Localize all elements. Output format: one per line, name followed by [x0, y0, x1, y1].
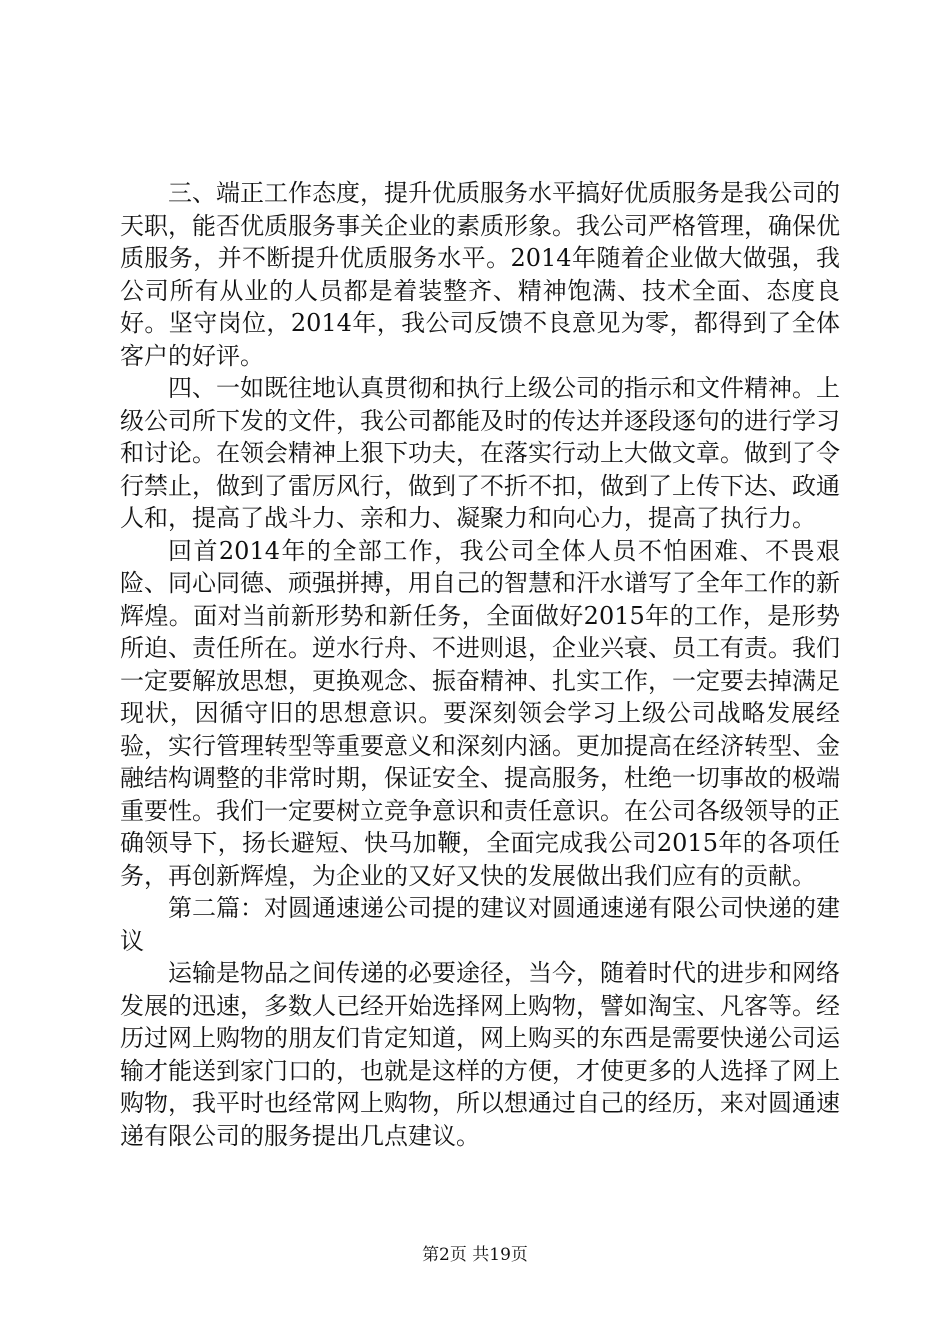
paragraph-section-three: 三、端正工作态度，提升优质服务水平搞好优质服务是我公司的天职，能否优质服务事关企业的素质形象。我公司严格管理，确保优质服务，并不断提升优质服务水平。2014年随着企业做大做强，我公司所有从业的人员都是着装整齐、精神饱满、技术全面、态度良好。坚守岗位，2014年，我公司反馈不良意见为零，都得到了全体客户的好评。 [120, 179, 840, 370]
paragraph-chapter-two-intro: 运输是物品之间传递的必要途径，当今，随着时代的进步和网络发展的迅速，多数人已经开始选择网上购物，譬如淘宝、凡客等。经历过网上购物的朋友们肯定知道，网上购买的东西是需要快递公司运输才能送到家门口的，也就是这样的方便，才使更多的人选择了网上购物，我平时也经常网上购物，所以想通过自己的经历，来对圆通速递有限公司的服务提出几点建议。 [120, 959, 840, 1150]
paragraph-chapter-two-title: 第二篇：对圆通速递公司提的建议对圆通速递有限公司快递的建议 [120, 894, 840, 955]
paragraph-summary: 回首2014年的全部工作，我公司全体人员不怕困难、不畏艰险、同心同德、顽强拼搏，用自己的智慧和汗水谱写了全年工作的新辉煌。面对当前新形势和新任务，全面做好2015年的工作，是形势所迫、责任所在。逆水行舟、不进则退，企业兴衰、员工有责。我们一定要解放思想，更换观念、振奋精神、扎实工作，一定要去掉满足现状，因循守旧的思想意识。要深刻领会学习上级公司战略发展经验，实行管理转型等重要意义和深刻内涵。更加提高在经济转型、金融结构调整的非常时期，保证安全、提高服务，杜绝一切事故的极端重要性。我们一定要树立竞争意识和责任意识。在公司各级领导的正确领导下，扬长避短、快马加鞭，全面完成我公司2015年的各项任务，再创新辉煌，为企业的又好又快的发展做出我们应有的贡献。 [120, 536, 840, 890]
paragraph-section-four: 四、一如既往地认真贯彻和执行上级公司的指示和文件精神。上级公司所下发的文件，我公司都能及时的传达并逐段逐句的进行学习和讨论。在领会精神上狠下功夫，在落实行动上大做文章。做到了令行禁止，做到了雷厉风行，做到了不折不扣，做到了上传下达、政通人和，提高了战斗力、亲和力、凝聚力和向心力，提高了执行力。 [120, 374, 840, 532]
page-number-footer: 第2页 共19页 [422, 1245, 528, 1265]
document-body [120, 177, 840, 1152]
